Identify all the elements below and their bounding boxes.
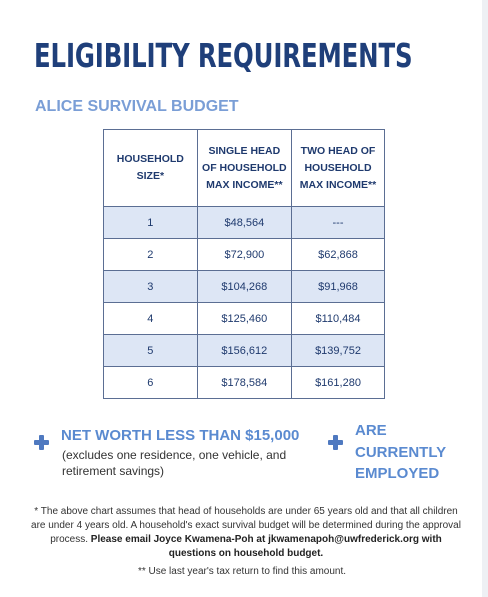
cell-size: 3: [104, 271, 198, 303]
budget-table: [103, 129, 385, 399]
cell-single-income: $156,612: [197, 335, 291, 367]
cell-size: 5: [104, 335, 198, 367]
section-subtitle: ALICE SURVIVAL BUDGET: [35, 98, 239, 115]
table-row: [104, 367, 385, 399]
page-title: ELIGIBILITY REQUIREMENTS: [34, 36, 413, 75]
cell-two-income: $91,968: [292, 271, 385, 303]
table-row: [104, 271, 385, 303]
cell-two-income: $161,280: [292, 367, 385, 399]
cell-single-income: $104,268: [197, 271, 291, 303]
header-single-head: SINGLE HEAD OF HOUSEHOLD MAX INCOME**: [197, 130, 291, 207]
cell-two-income: $62,868: [292, 239, 385, 271]
footnote-tax-return: ** Use last year's tax return to find this amount.: [137, 566, 347, 577]
cell-size: 2: [104, 239, 198, 271]
cell-single-income: $48,564: [197, 207, 291, 239]
plus-icon: [328, 435, 343, 450]
table-header-row: [104, 130, 385, 207]
cell-single-income: $178,584: [197, 367, 291, 399]
cell-size: 4: [104, 303, 198, 335]
table-row: [104, 207, 385, 239]
net-worth-heading: NET WORTH LESS THAN $15,000: [61, 427, 300, 444]
table-row: [104, 303, 385, 335]
employed-requirement: ARE CURRENTLY EMPLOYED: [355, 422, 447, 482]
cell-size: 6: [104, 367, 198, 399]
footnote-contact: Please email Joyce Kwamena-Poh at jkwamenapoh@uwfrederick.org with questions on household budget.: [90, 534, 442, 559]
table-row: [104, 239, 385, 271]
cell-single-income: $125,460: [197, 303, 291, 335]
plus-icon: [34, 435, 49, 450]
cell-size: 1: [104, 207, 198, 239]
cell-two-income: $139,752: [292, 335, 385, 367]
header-two-head: TWO HEAD OF HOUSEHOLD MAX INCOME**: [292, 130, 385, 207]
cell-two-income: $110,484: [292, 303, 385, 335]
cell-single-income: $72,900: [197, 239, 291, 271]
net-worth-detail: (excludes one residence, one vehicle, and retirement savings): [62, 448, 287, 478]
header-household-size: HOUSEHOLD SIZE*: [104, 130, 198, 207]
footnote-household: * The above chart assumes that head of households are under 65 years old and that all children are under 4 years old. A household's exact survival budget will be determined during the approval process. Please email Joyce Kwamena-Poh at jkwamenapoh@uwfrederick.org with questions on household budget.: [31, 506, 461, 559]
table-row: [104, 335, 385, 367]
cell-two-income: ---: [292, 207, 385, 239]
page-edge: [482, 0, 488, 597]
